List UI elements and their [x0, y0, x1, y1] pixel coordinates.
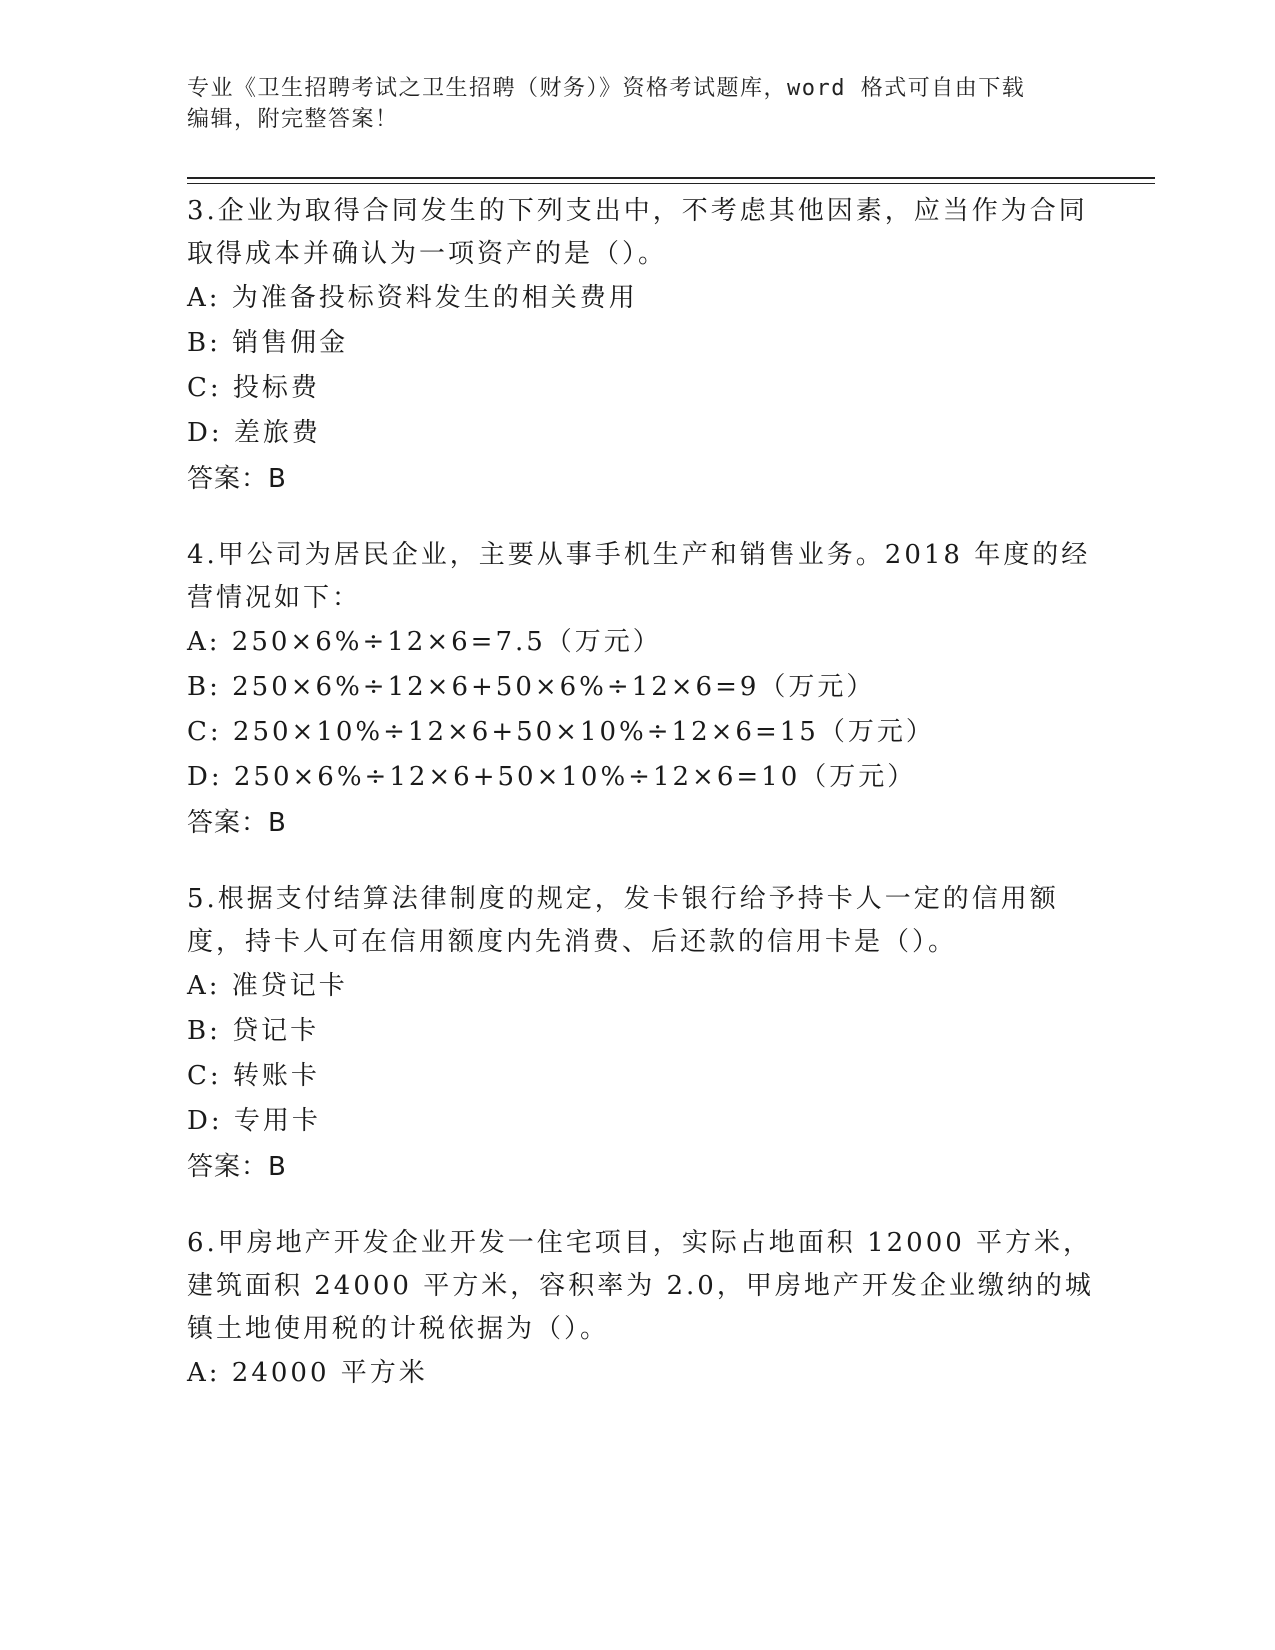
question-block	[187, 1222, 1107, 1396]
question-stem: 3.企业为取得合同发生的下列支出中，不考虑其他因素，应当作为合同取得成本并确认为一项资产的是（）。	[187, 196, 1088, 269]
header-line-1: 专业《卫生招聘考试之卫生招聘（财务）》资格考试题库，word 格式可自由下载	[187, 76, 1026, 101]
question-list	[187, 190, 1107, 1428]
answer-option: D: 专用卡	[187, 1106, 321, 1136]
question-block	[187, 878, 1107, 1190]
answer-option: A: 250×6%÷12×6=7.5（万元）	[187, 627, 662, 657]
answer-option: D: 250×6%÷12×6+50×10%÷12×6=10（万元）	[187, 762, 917, 792]
answer-key: 答案：B	[187, 808, 287, 838]
question-stem: 5.根据支付结算法律制度的规定，发卡银行给予持卡人一定的信用额度，持卡人可在信用额度内先消费、后还款的信用卡是（）。	[187, 884, 1059, 957]
answer-key: 答案：B	[187, 1152, 287, 1182]
header-divider-thick	[187, 177, 1155, 179]
answer-option: B: 销售佣金	[187, 328, 349, 358]
answer-option: C: 250×10%÷12×6+50×10%÷12×6=15（万元）	[187, 717, 935, 747]
question-stem: 6.甲房地产开发企业开发一住宅项目，实际占地面积 12000 平方米，建筑面积 24000 平方米，容积率为 2.0，甲房地产开发企业缴纳的城镇土地使用税的计税依据为（）。	[187, 1228, 1094, 1344]
answer-option: C: 投标费	[187, 373, 320, 403]
header-divider-thin	[187, 183, 1155, 184]
answer-option: B: 250×6%÷12×6+50×6%÷12×6=9（万元）	[187, 672, 876, 702]
answer-option: C: 转账卡	[187, 1061, 320, 1091]
question-block	[187, 534, 1107, 846]
answer-key: 答案：B	[187, 464, 287, 494]
document-header	[187, 73, 1087, 135]
answer-option: D: 差旅费	[187, 418, 321, 448]
answer-option: A: 为准备投标资料发生的相关费用	[187, 283, 638, 313]
header-line-2: 编辑，附完整答案！	[187, 107, 399, 132]
answer-option: A: 24000 平方米	[187, 1358, 428, 1388]
question-block	[187, 190, 1107, 502]
answer-option: A: 准贷记卡	[187, 971, 348, 1001]
question-stem: 4.甲公司为居民企业，主要从事手机生产和销售业务。2018 年度的经营情况如下：	[187, 540, 1091, 613]
answer-option: B: 贷记卡	[187, 1016, 320, 1046]
